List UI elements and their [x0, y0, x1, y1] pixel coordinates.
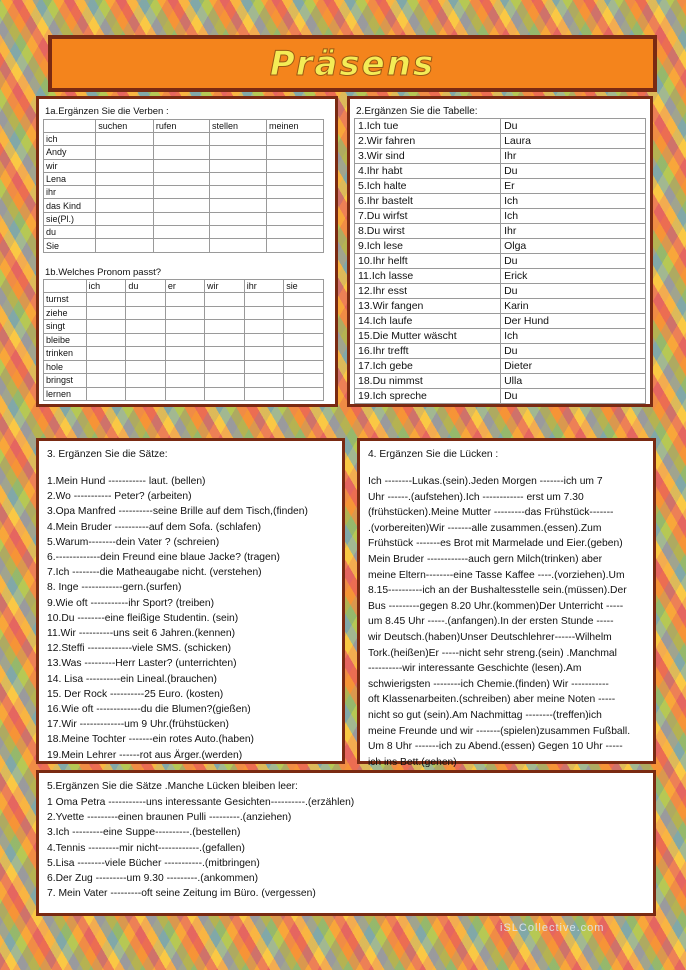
- answer-cell: [204, 306, 244, 320]
- given-form-cell: 11.Ich lasse: [355, 269, 501, 284]
- text-line: meine Eltern--------eine Tasse Kaffee ----.(vorziehen).Um: [368, 569, 625, 581]
- text-line: Uhr ------.(aufstehen).Ich ------------ erst um 7.30: [368, 491, 584, 503]
- column-header: er: [165, 280, 204, 293]
- answer-cell: [204, 320, 244, 334]
- table-row: [355, 209, 646, 224]
- answer-cell: [86, 374, 126, 388]
- given-form-cell: 10.Ihr helft: [355, 254, 501, 269]
- column-header: meinen: [267, 120, 324, 133]
- text-line: .(vorbereiten)Wir -------alle zusammen.(essen).Zum: [368, 522, 602, 534]
- answer-cell: [126, 374, 165, 388]
- exercise-4-box: [357, 438, 656, 768]
- sentence-line: 13.Was ---------Herr Laster? (unterrichten): [47, 658, 237, 670]
- table-row: [44, 387, 324, 401]
- table-row: [355, 329, 646, 344]
- column-header: rufen: [153, 120, 209, 133]
- sentence-line: 15. Der Rock ----------25 Euro. (kosten): [47, 688, 224, 700]
- subject-cell: Dieter: [501, 359, 646, 374]
- sentence-line: 6.Der Zug ---------um 9.30 ---------.(ankommen): [47, 873, 259, 885]
- exercise-3-box: [36, 438, 345, 764]
- exercise-1-box: [36, 96, 338, 407]
- answer-cell: [284, 333, 324, 347]
- answer-cell: [209, 212, 266, 225]
- table-row: [355, 359, 646, 374]
- verb-conjugation-table: [43, 119, 324, 253]
- answer-cell: [153, 239, 209, 252]
- pronoun-cell: Andy: [44, 146, 96, 159]
- answer-cell: [96, 159, 154, 172]
- subject-cell: Er: [501, 179, 646, 194]
- table-row: [44, 172, 324, 185]
- answer-cell: [267, 159, 324, 172]
- answer-cell: [165, 320, 204, 334]
- answer-cell: [86, 333, 126, 347]
- answer-cell: [267, 146, 324, 159]
- answer-cell: [153, 172, 209, 185]
- subject-cell: Du: [501, 284, 646, 299]
- subject-cell: Karin: [501, 299, 646, 314]
- answer-cell: [96, 199, 154, 212]
- table-row: [44, 333, 324, 347]
- answer-cell: [209, 226, 266, 239]
- answer-cell: [96, 239, 154, 252]
- answer-cell: [153, 226, 209, 239]
- answer-cell: [153, 146, 209, 159]
- sentence-line: 8. Inge ------------gern.(surfen): [47, 582, 182, 594]
- subject-cell: Ihr: [501, 149, 646, 164]
- exercise-4-text: [368, 474, 630, 770]
- table-row: [44, 320, 324, 334]
- sentence-line: 1 Oma Petra -----------uns interessante Gesichten----------.(erzählen): [47, 797, 355, 808]
- table-row: [355, 224, 646, 239]
- given-form-cell: 16.Ihr trefft: [355, 344, 501, 359]
- answer-cell: [209, 146, 266, 159]
- answer-cell: [267, 133, 324, 146]
- answer-cell: [244, 320, 283, 334]
- table-row: [355, 389, 646, 404]
- answer-cell: [244, 347, 283, 361]
- given-form-cell: 5.Ich halte: [355, 179, 501, 194]
- answer-cell: [153, 212, 209, 225]
- answer-cell: [86, 306, 126, 320]
- pronoun-cell: du: [44, 226, 96, 239]
- answer-cell: [284, 306, 324, 320]
- answer-cell: [284, 387, 324, 401]
- answer-cell: [153, 199, 209, 212]
- given-form-cell: 4.Ihr habt: [355, 164, 501, 179]
- completion-table: [354, 118, 646, 404]
- verb-cell: lernen: [44, 387, 87, 401]
- answer-cell: [244, 293, 283, 307]
- answer-cell: [126, 360, 165, 374]
- table-row: [44, 133, 324, 146]
- answer-cell: [244, 387, 283, 401]
- column-header: [44, 120, 96, 133]
- text-line: Bus ---------gegen 8.20 Uhr.(kommen)Der Unterricht -----: [368, 600, 624, 612]
- table-row: [355, 194, 646, 209]
- answer-cell: [267, 186, 324, 199]
- sentence-line: 9.Wie oft -----------ihr Sport? (treiben): [47, 597, 215, 609]
- answer-cell: [284, 320, 324, 334]
- subject-cell: Du: [501, 254, 646, 269]
- subject-cell: Olga: [501, 239, 646, 254]
- answer-cell: [209, 133, 266, 146]
- column-header: stellen: [209, 120, 266, 133]
- table-row: [355, 284, 646, 299]
- subject-cell: Du: [501, 344, 646, 359]
- exercise-5-heading: 5.Ergänzen Sie die Sätze .Manche Lücken bleiben leer:: [47, 781, 298, 792]
- answer-cell: [267, 172, 324, 185]
- answer-cell: [244, 374, 283, 388]
- sentence-line: 7.Ich --------die Matheaugabe nicht. (verstehen): [47, 567, 262, 579]
- text-line: wir Deutsch.(haben)Unser Deutschlehrer------Wilhelm: [368, 631, 612, 643]
- exercise-4-heading: 4. Ergänzen Sie die Lücken :: [368, 449, 499, 460]
- table-row: [355, 179, 646, 194]
- given-form-cell: 15.Die Mutter wäscht: [355, 329, 501, 344]
- given-form-cell: 12.Ihr esst: [355, 284, 501, 299]
- table-row: [44, 186, 324, 199]
- subject-cell: Der Hund: [501, 314, 646, 329]
- table-row: [355, 149, 646, 164]
- answer-cell: [165, 293, 204, 307]
- text-line: Tork.(heißen)Er -----nicht sehr streng.(sein) .Manchmal: [368, 647, 617, 659]
- verb-cell: turnst: [44, 293, 87, 307]
- answer-cell: [165, 360, 204, 374]
- table-row: [355, 269, 646, 284]
- verb-cell: singt: [44, 320, 87, 334]
- answer-cell: [126, 347, 165, 361]
- given-form-cell: 19.Ich spreche: [355, 389, 501, 404]
- page-title: Präsens: [269, 43, 436, 84]
- answer-cell: [284, 347, 324, 361]
- given-form-cell: 13.Wir fangen: [355, 299, 501, 314]
- column-header: du: [126, 280, 165, 293]
- answer-cell: [96, 212, 154, 225]
- answer-cell: [86, 320, 126, 334]
- answer-cell: [126, 306, 165, 320]
- sentence-line: 6.-------------dein Freund eine blaue Jacke? (tragen): [47, 552, 280, 564]
- subject-cell: Ihr: [501, 224, 646, 239]
- given-form-cell: 2.Wir fahren: [355, 134, 501, 149]
- text-line: (frühstücken).Meine Mutter ---------das Frühstück-------: [368, 507, 614, 519]
- exercise-3-heading: 3. Ergänzen Sie die Sätze:: [47, 449, 168, 460]
- sentence-line: 2.Yvette ---------einen braunen Pulli ---------.(anziehen): [47, 812, 292, 824]
- exercise-2-box: [347, 96, 653, 407]
- text-line: 8.15----------ich an der Bushaltesstelle sein.(müssen).Der: [368, 585, 627, 597]
- table-row: [44, 226, 324, 239]
- subject-cell: Du: [501, 389, 646, 404]
- answer-cell: [244, 333, 283, 347]
- sentence-line: 10.Du --------eine fleißige Studentin. (sein): [47, 612, 239, 624]
- verb-cell: trinken: [44, 347, 87, 361]
- sentence-line: 12.Steffi -------------viele SMS. (schicken): [47, 643, 232, 655]
- title-banner: [48, 35, 657, 92]
- text-line: nicht so gut (sein).Am Nachmittag --------(treffen)ich: [368, 709, 602, 721]
- sentence-line: 18.Meine Tochter -------ein rotes Auto.(haben): [47, 734, 254, 746]
- column-header: [44, 280, 87, 293]
- text-line: Ich --------Lukas.(sein).Jeden Morgen -------ich um 7: [368, 476, 603, 487]
- answer-cell: [284, 293, 324, 307]
- answer-cell: [204, 333, 244, 347]
- table-header-row: [44, 280, 324, 293]
- answer-cell: [126, 293, 165, 307]
- answer-cell: [86, 293, 126, 307]
- given-form-cell: 3.Wir sind: [355, 149, 501, 164]
- table-row: [44, 347, 324, 361]
- pronoun-table: [43, 279, 324, 401]
- table-row: [355, 254, 646, 269]
- subject-cell: Laura: [501, 134, 646, 149]
- exercise-5-box: [36, 770, 656, 916]
- answer-cell: [209, 239, 266, 252]
- table-row: [355, 374, 646, 389]
- text-line: um 8.45 Uhr -----.(anfangen).In der ersten Stunde -----: [368, 616, 614, 628]
- sentence-line: 3.Ich ---------eine Suppe----------.(bestellen): [47, 827, 241, 839]
- exercise-1a-heading: 1a.Ergänzen Sie die Verben :: [45, 106, 169, 117]
- answer-cell: [267, 199, 324, 212]
- text-line: Frühstück -------es Brot mit Marmelade und Eier.(geben): [368, 538, 623, 550]
- subject-cell: Ich: [501, 194, 646, 209]
- answer-cell: [267, 212, 324, 225]
- subject-cell: Du: [501, 119, 646, 134]
- table-row: [44, 159, 324, 172]
- sentence-line: 3.Opa Manfred ----------seine Brille auf dem Tisch,(finden): [47, 506, 308, 518]
- sentence-line: 19.Mein Lehrer ------rot aus Ärger.(werden): [47, 749, 243, 761]
- subject-cell: Ulla: [501, 374, 646, 389]
- text-line: ich ins Bett.(gehen): [368, 756, 457, 768]
- exercise-1b-heading: 1b.Welches Pronom passt?: [45, 267, 161, 278]
- sentence-line: 11.Wir ----------uns seit 6 Jahren.(kennen): [47, 628, 236, 640]
- table-row: [44, 306, 324, 320]
- table-row: [44, 239, 324, 252]
- text-line: Mein Bruder ------------auch gern Milch(trinken) aber: [368, 553, 603, 565]
- answer-cell: [86, 360, 126, 374]
- given-form-cell: 18.Du nimmst: [355, 374, 501, 389]
- given-form-cell: 17.Ich gebe: [355, 359, 501, 374]
- given-form-cell: 1.Ich tue: [355, 119, 501, 134]
- pronoun-cell: sie(Pl.): [44, 212, 96, 225]
- pronoun-cell: Sie: [44, 239, 96, 252]
- answer-cell: [165, 306, 204, 320]
- watermark: iSLCollective.com: [500, 922, 605, 934]
- pronoun-cell: ihr: [44, 186, 96, 199]
- pronoun-cell: Lena: [44, 172, 96, 185]
- exercise-2-heading: 2.Ergänzen Sie die Tabelle:: [356, 106, 478, 117]
- answer-cell: [204, 347, 244, 361]
- answer-cell: [96, 186, 154, 199]
- sentence-line: 5.Lisa --------viele Bücher -----------.(mitbringen): [47, 857, 260, 869]
- answer-cell: [204, 374, 244, 388]
- answer-cell: [165, 374, 204, 388]
- sentence-line: 14. Lisa ----------ein Lineal.(brauchen): [47, 673, 217, 685]
- answer-cell: [96, 226, 154, 239]
- answer-cell: [204, 387, 244, 401]
- given-form-cell: 14.Ich laufe: [355, 314, 501, 329]
- table-row: [44, 374, 324, 388]
- answer-cell: [126, 387, 165, 401]
- text-line: oft Klassenarbeiten.(schreiben) aber meine Noten -----: [368, 694, 616, 706]
- answer-cell: [209, 172, 266, 185]
- sentence-line: 2.Wo ----------- Peter? (arbeiten): [47, 491, 192, 503]
- subject-cell: Erick: [501, 269, 646, 284]
- given-form-cell: 7.Du wirfst: [355, 209, 501, 224]
- sentence-line: 16.Wie oft -------------du die Blumen?(gießen): [47, 704, 251, 716]
- answer-cell: [209, 159, 266, 172]
- subject-cell: Du: [501, 164, 646, 179]
- table-row: [44, 199, 324, 212]
- answer-cell: [153, 133, 209, 146]
- answer-cell: [209, 199, 266, 212]
- answer-cell: [165, 387, 204, 401]
- table-row: [44, 293, 324, 307]
- column-header: ihr: [244, 280, 283, 293]
- exercise-5-sentences: [47, 795, 354, 901]
- answer-cell: [204, 360, 244, 374]
- table-row: [355, 164, 646, 179]
- verb-cell: hole: [44, 360, 87, 374]
- table-row: [44, 360, 324, 374]
- answer-cell: [267, 226, 324, 239]
- sentence-line: 7. Mein Vater ---------oft seine Zeitung im Büro. (vergessen): [47, 888, 316, 900]
- text-line: schwierigsten --------ich Chemie.(finden) Wir -----------: [368, 678, 609, 690]
- answer-cell: [267, 239, 324, 252]
- table-row: [44, 212, 324, 225]
- sentence-line: 5.Warum--------dein Vater ? (schreien): [47, 536, 220, 548]
- column-header: wir: [204, 280, 244, 293]
- answer-cell: [284, 360, 324, 374]
- answer-cell: [153, 159, 209, 172]
- answer-cell: [284, 374, 324, 388]
- table-row: [355, 314, 646, 329]
- exercise-3-sentences: [47, 474, 308, 763]
- answer-cell: [96, 172, 154, 185]
- column-header: suchen: [96, 120, 154, 133]
- answer-cell: [96, 133, 154, 146]
- answer-cell: [86, 347, 126, 361]
- table-row: [44, 146, 324, 159]
- table-header-row: [44, 120, 324, 133]
- table-row: [355, 239, 646, 254]
- table-row: [355, 119, 646, 134]
- table-row: [355, 344, 646, 359]
- table-row: [355, 134, 646, 149]
- text-line: meine Freunde und wir -------(spielen)zusammen Fußball.: [368, 725, 631, 737]
- pronoun-cell: das Kind: [44, 199, 96, 212]
- answer-cell: [86, 387, 126, 401]
- given-form-cell: 8.Du wirst: [355, 224, 501, 239]
- answer-cell: [204, 293, 244, 307]
- sentence-line: 4.Tennis ---------mir nicht------------.(gefallen): [47, 842, 245, 854]
- subject-cell: Ich: [501, 209, 646, 224]
- text-line: ----------wir interessante Geschichte (lesen).Am: [368, 663, 582, 675]
- answer-cell: [165, 333, 204, 347]
- column-header: sie: [284, 280, 324, 293]
- sentence-line: 17.Wir -------------um 9 Uhr.(frühstücken): [47, 719, 229, 731]
- pronoun-cell: wir: [44, 159, 96, 172]
- verb-cell: ziehe: [44, 306, 87, 320]
- pronoun-cell: ich: [44, 133, 96, 146]
- sentence-line: 4.Mein Bruder ----------auf dem Sofa. (schlafen): [47, 521, 262, 533]
- given-form-cell: 6.Ihr bastelt: [355, 194, 501, 209]
- column-header: ich: [86, 280, 126, 293]
- answer-cell: [126, 333, 165, 347]
- answer-cell: [244, 306, 283, 320]
- verb-cell: bleibe: [44, 333, 87, 347]
- sentence-line: 1.Mein Hund ----------- laut. (bellen): [47, 476, 206, 487]
- answer-cell: [126, 320, 165, 334]
- subject-cell: Ich: [501, 329, 646, 344]
- answer-cell: [244, 360, 283, 374]
- table-row: [355, 299, 646, 314]
- answer-cell: [153, 186, 209, 199]
- text-line: Um 8 Uhr -------ich zu Abend.(essen) Gegen 10 Uhr -----: [368, 741, 623, 753]
- answer-cell: [165, 347, 204, 361]
- given-form-cell: 9.Ich lese: [355, 239, 501, 254]
- answer-cell: [96, 146, 154, 159]
- answer-cell: [209, 186, 266, 199]
- verb-cell: bringst: [44, 374, 87, 388]
